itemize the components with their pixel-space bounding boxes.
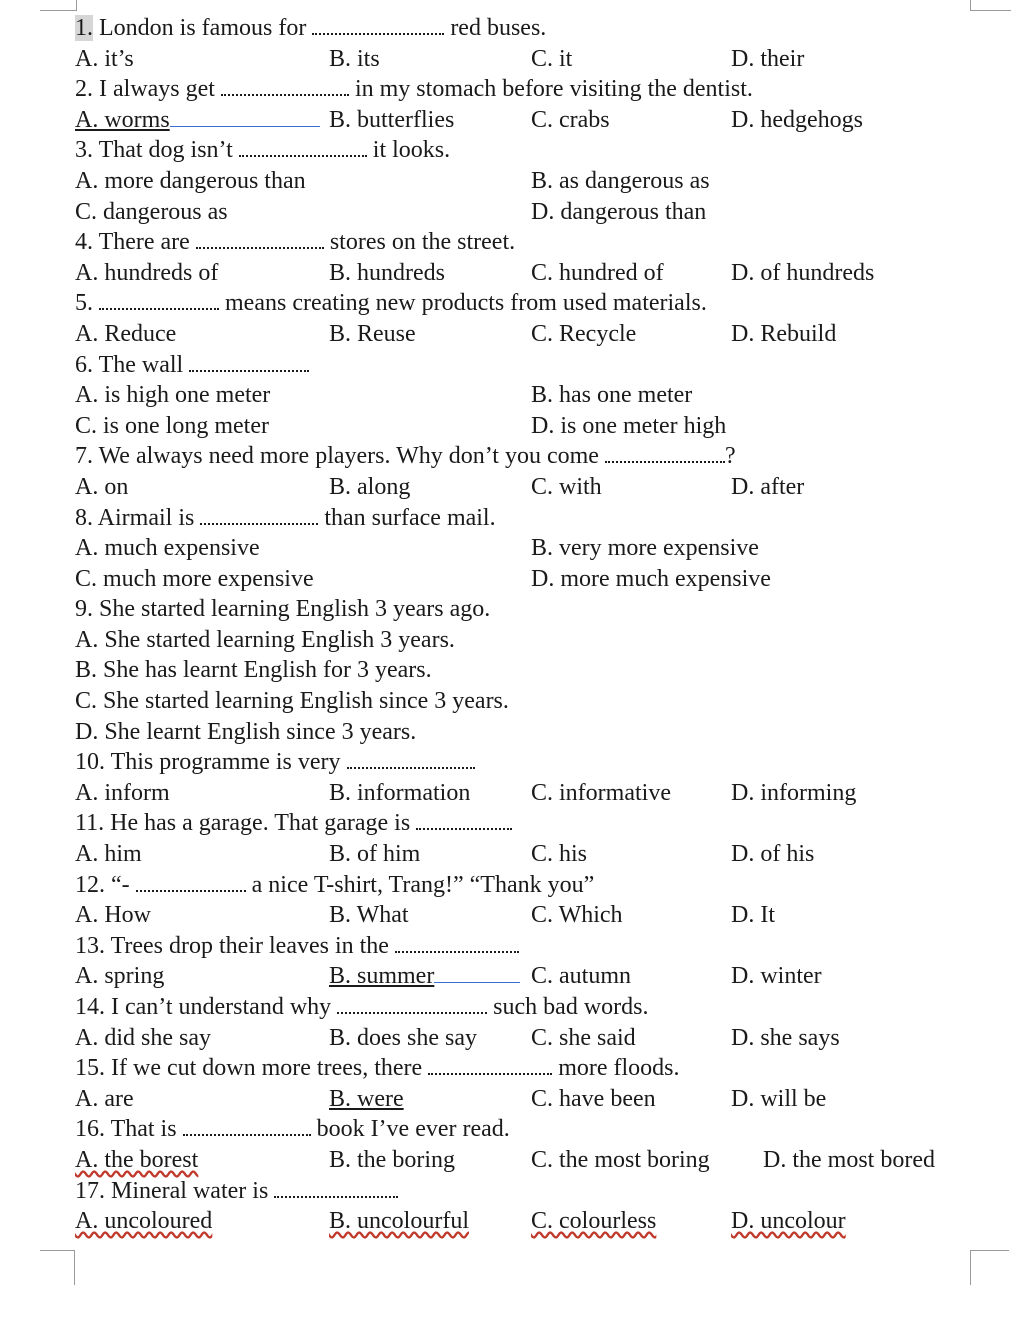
- option: A. uncoloured: [75, 1208, 213, 1235]
- option: B. butterflies: [329, 106, 455, 133]
- options-row: [75, 1084, 975, 1115]
- option: D. It: [731, 902, 775, 929]
- option: A. inform: [75, 779, 170, 806]
- option: A. How: [75, 902, 151, 929]
- option: B. its: [329, 45, 380, 72]
- question-number: 1.: [75, 15, 93, 41]
- option: C. much more expensive: [75, 565, 314, 592]
- options-row: [75, 1023, 975, 1054]
- option: C. hundred of: [531, 259, 664, 286]
- page-corner-mark: [40, 0, 77, 11]
- option: B. very more expensive: [531, 535, 759, 562]
- option: D. hedgehogs: [731, 106, 863, 133]
- question-stem: 2. I always get in my stomach before visiting the dentist.: [75, 76, 753, 103]
- question-stem: 13. Trees drop their leaves in the: [75, 931, 975, 962]
- option: A. are: [75, 1085, 134, 1112]
- option: D. she says: [731, 1024, 840, 1051]
- option: D. after: [731, 473, 805, 500]
- options-row: [75, 900, 975, 931]
- option: A. it’s: [75, 45, 134, 72]
- options-row: [75, 717, 975, 748]
- options-row: [75, 197, 975, 228]
- option: A. Reduce: [75, 320, 177, 347]
- option: D. their: [731, 45, 805, 72]
- option: B. does she say: [329, 1024, 477, 1051]
- option: A. She started learning English 3 years.: [75, 626, 455, 653]
- blank: [337, 996, 487, 1014]
- option: B. She has learnt English for 3 years.: [75, 657, 432, 684]
- options-row: [75, 105, 975, 136]
- blank: [428, 1057, 552, 1075]
- option: D. uncolour: [731, 1208, 846, 1235]
- quiz-document: [75, 13, 975, 1237]
- options-row: [75, 961, 975, 992]
- options-row: [75, 533, 975, 564]
- options-row: [75, 1206, 975, 1237]
- blank: [239, 139, 367, 157]
- options-row: [75, 258, 975, 289]
- question-stem: 17. Mineral water is: [75, 1176, 975, 1207]
- option: B. summer: [329, 961, 520, 992]
- option: C. his: [531, 841, 588, 868]
- option: B. hundreds: [329, 259, 445, 286]
- option: C. it: [531, 45, 573, 72]
- blank: [136, 874, 246, 892]
- option: D. of hundreds: [731, 259, 875, 286]
- option: A. is high one meter: [75, 382, 271, 409]
- options-row: [75, 411, 975, 442]
- options-row: [75, 564, 975, 595]
- option: B. were: [329, 1085, 404, 1112]
- blank: [196, 231, 324, 249]
- options-row: [75, 380, 975, 411]
- question-stem: 5. means creating new products from used materials.: [75, 290, 707, 317]
- option: C. the most boring: [531, 1146, 710, 1173]
- blank: [189, 354, 309, 372]
- option: D. more much expensive: [531, 565, 771, 592]
- option: B. Reuse: [329, 320, 416, 347]
- options-row: [75, 686, 975, 717]
- options-row: [75, 166, 975, 197]
- option: C. informative: [531, 779, 671, 806]
- question-stem: 10. This programme is very: [75, 747, 975, 778]
- options-row: [75, 319, 975, 350]
- option: B. as dangerous as: [531, 167, 710, 194]
- option: A. the borest: [75, 1146, 199, 1173]
- option: B. along: [329, 473, 411, 500]
- options-row: [75, 44, 975, 75]
- blank: [605, 445, 725, 463]
- option: D. is one meter high: [531, 412, 727, 439]
- option: B. has one meter: [531, 382, 693, 409]
- option: C. have been: [531, 1085, 656, 1112]
- blank: [416, 812, 512, 830]
- question-stem: 16. That is book I’ve ever read.: [75, 1116, 510, 1143]
- options-row: [75, 778, 975, 809]
- question-stem: 9. She started learning English 3 years ago.: [75, 596, 491, 623]
- option: C. Which: [531, 902, 623, 929]
- option: C. crabs: [531, 106, 610, 133]
- option: D. She learnt English since 3 years.: [75, 718, 417, 745]
- options-row: [75, 655, 975, 686]
- option: D. of his: [731, 841, 815, 868]
- option: D. Rebuild: [731, 320, 837, 347]
- options-row: [75, 1145, 975, 1176]
- option: A. spring: [75, 963, 165, 990]
- blank: [99, 292, 219, 310]
- option: C. autumn: [531, 963, 631, 990]
- option: A. him: [75, 841, 142, 868]
- question-stem: 12. “- a nice T-shirt, Trang!” “Thank you”: [75, 871, 595, 898]
- option: C. colourless: [531, 1208, 657, 1235]
- blank: [200, 507, 318, 525]
- options-row: [75, 472, 975, 503]
- option: A. much expensive: [75, 535, 260, 562]
- option: C. with: [531, 473, 602, 500]
- option: D. dangerous than: [531, 198, 707, 225]
- option: A. more dangerous than: [75, 167, 306, 194]
- question-stem: 14. I can’t understand why such bad words.: [75, 994, 649, 1020]
- option: C. dangerous as: [75, 198, 228, 225]
- option: C. She started learning English since 3 years.: [75, 688, 509, 715]
- question-stem: 8. Airmail is than surface mail.: [75, 504, 496, 531]
- option: D. the most bored: [763, 1146, 935, 1173]
- page-corner-mark: [970, 0, 1011, 11]
- option: B. uncolourful: [329, 1208, 469, 1235]
- page-corner-mark: [40, 1250, 75, 1285]
- options-row: [75, 625, 975, 656]
- blank: [274, 1180, 398, 1198]
- option: A. worms: [75, 105, 320, 136]
- question-stem: 1. London is famous for red buses.: [75, 15, 547, 41]
- option: B. the boring: [329, 1146, 455, 1173]
- question-stem: 6. The wall: [75, 350, 975, 381]
- option: D. informing: [731, 779, 857, 806]
- option: B. information: [329, 779, 471, 806]
- blank: [221, 78, 349, 96]
- option: C. Recycle: [531, 320, 637, 347]
- option: D. will be: [731, 1085, 827, 1112]
- question-stem: 4. There are stores on the street.: [75, 229, 516, 256]
- blank: [312, 17, 444, 35]
- question-stem: 7. We always need more players. Why don’t you come ?: [75, 443, 736, 470]
- option: C. is one long meter: [75, 412, 269, 439]
- option: B. of him: [329, 841, 421, 868]
- blank: [183, 1118, 311, 1136]
- options-row: [75, 839, 975, 870]
- question-stem: 11. He has a garage. That garage is: [75, 808, 975, 839]
- option: A. hundreds of: [75, 259, 219, 286]
- option: D. winter: [731, 963, 822, 990]
- blank: [395, 935, 519, 953]
- option: A. on: [75, 473, 129, 500]
- page-corner-mark: [970, 1250, 1009, 1285]
- option: C. she said: [531, 1024, 636, 1051]
- blank: [347, 751, 475, 769]
- question-stem: 15. If we cut down more trees, there more floods.: [75, 1055, 680, 1082]
- option: B. What: [329, 902, 409, 929]
- question-stem: 3. That dog isn’t it looks.: [75, 137, 451, 164]
- option: A. did she say: [75, 1024, 211, 1051]
